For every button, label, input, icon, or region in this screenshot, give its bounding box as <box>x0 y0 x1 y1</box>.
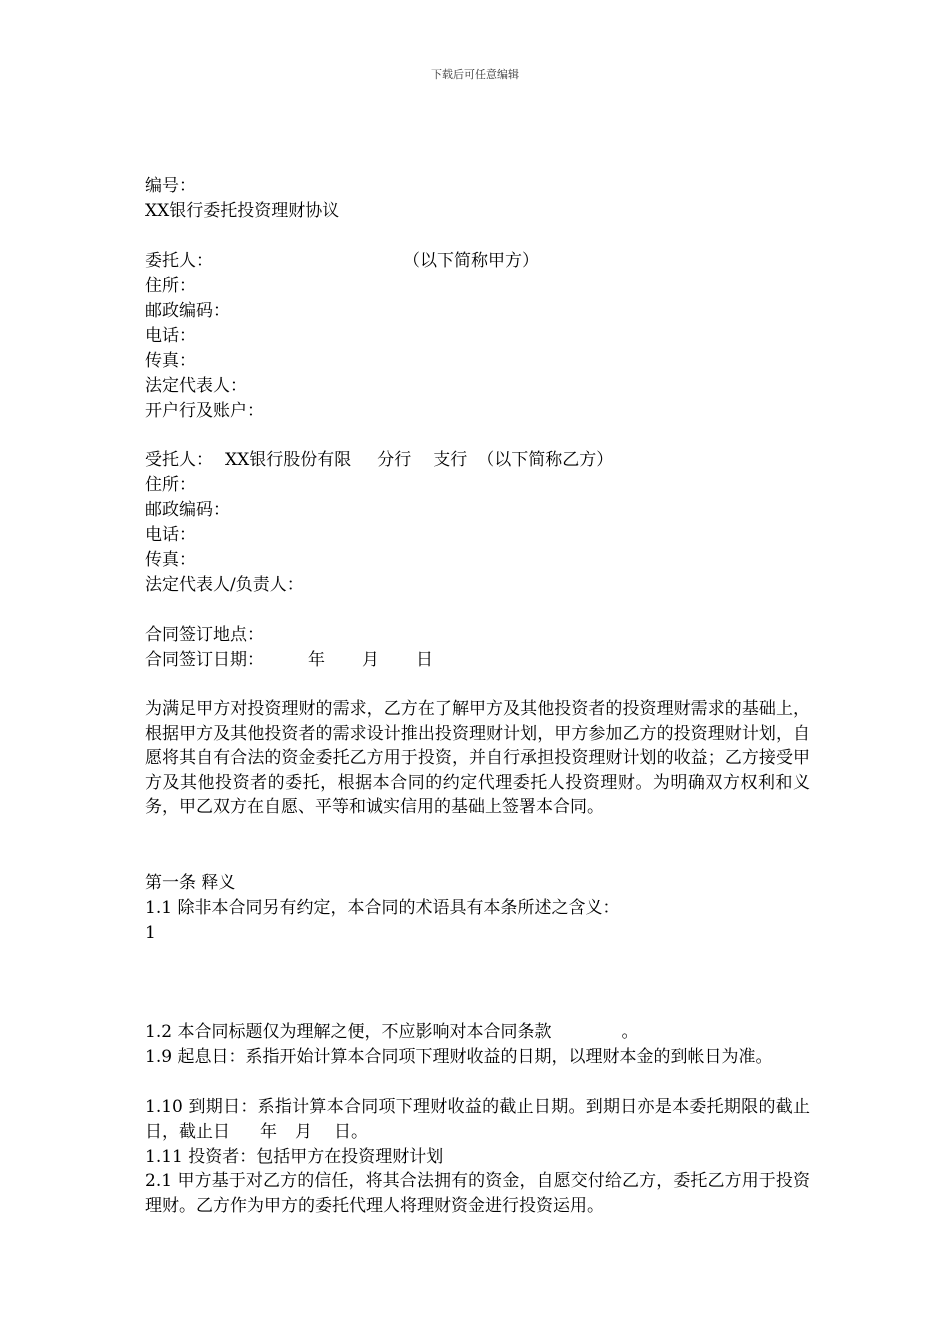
party-b-address: 住所： <box>145 475 196 495</box>
party-b-label: 受托人： <box>145 450 213 470</box>
party-b-sub-branch: 支行 <box>433 450 468 470</box>
signing-year: 年 <box>308 650 325 670</box>
clause-1-10 <box>145 1095 810 1144</box>
clause-1-9: 1.9 起息日：系指开始计算本合同项下理财收益的日期，以理财本金的到帐日为准。 <box>145 1047 773 1067</box>
party-a-line <box>145 249 539 273</box>
party-a-postcode: 邮政编码： <box>145 301 230 321</box>
party-a-label: 委托人： <box>145 251 213 271</box>
clause-1-1: 1.1 除非本合同另有约定，本合同的术语具有本条所述之含义： <box>145 898 620 918</box>
party-a-bank-account: 开户行及账户： <box>145 401 264 421</box>
clause-1-10-month: 月 <box>295 1121 312 1142</box>
party-b-fax: 传真： <box>145 550 196 570</box>
party-a-alias: （以下简称甲方） <box>403 251 539 271</box>
party-b-bank: XX银行股份有限 <box>225 450 352 470</box>
party-a-address: 住所： <box>145 276 196 296</box>
party-b-phone: 电话： <box>145 525 196 545</box>
party-b-legal-rep: 法定代表人/负责人： <box>145 575 304 595</box>
header-note: 下载后可任意编辑 <box>431 68 519 81</box>
signing-place: 合同签订地点： <box>145 625 264 645</box>
document-title: XX银行委托投资理财协议 <box>145 201 340 221</box>
clause-2-1: 2.1 甲方基于对乙方的信任，将其合法拥有的资金，自愿交付给乙方，委托乙方用于投资理财。乙方作为甲方的委托代理人将理财资金进行投资运用。 <box>145 1171 810 1216</box>
signing-date-label: 合同签订日期： <box>145 650 264 670</box>
clause-1-10-year: 年 <box>260 1121 277 1142</box>
signing-day: 日 <box>416 650 433 670</box>
stray-number: 1 <box>145 923 156 943</box>
clause-1-2-end: 。 <box>621 1022 639 1042</box>
clause-1-11: 1.11 投资者：包括甲方在投资理财计划 <box>145 1147 444 1167</box>
clause-1-2 <box>145 1020 638 1044</box>
party-b-postcode: 邮政编码： <box>145 500 230 520</box>
party-b-line <box>145 448 613 472</box>
signing-month: 月 <box>362 650 379 670</box>
party-a-legal-rep: 法定代表人： <box>145 376 247 396</box>
party-a-phone: 电话： <box>145 326 196 346</box>
preamble-paragraph: 为满足甲方对投资理财的需求，乙方在了解甲方及其他投资者的投资理财需求的基础上，根据甲方及其他投资者的需求设计推出投资理财计划，甲方参加乙方的投资理财计划，自愿将其自有合法的资金委托乙方用于投资，并自行承担投资理财计划的收益；乙方接受甲方及其他投资者的委托，根据本合同的约定代理委托人投资理财。为明确双方权利和义务，甲乙双方在自愿、平等和诚实信用的基础上签署本合同。 <box>145 699 810 818</box>
party-b-alias: （以下简称乙方） <box>477 450 614 470</box>
article-1-heading: 第一条 释义 <box>145 873 236 893</box>
clause-1-10-text: 1.10 到期日：系指计算本合同项下理财收益的截止日期。到期日亦是本委托期限的截止日，截止日 <box>145 1097 810 1142</box>
party-a-fax: 传真： <box>145 351 196 371</box>
clause-1-2-text: 1.2 本合同标题仅为理解之便，不应影响对本合同条款 <box>145 1022 552 1042</box>
signing-date-line <box>145 648 433 672</box>
party-b-branch: 分行 <box>377 450 412 470</box>
clause-1-10-day: 日。 <box>334 1121 368 1142</box>
contract-number-label: 编号： <box>145 176 196 196</box>
